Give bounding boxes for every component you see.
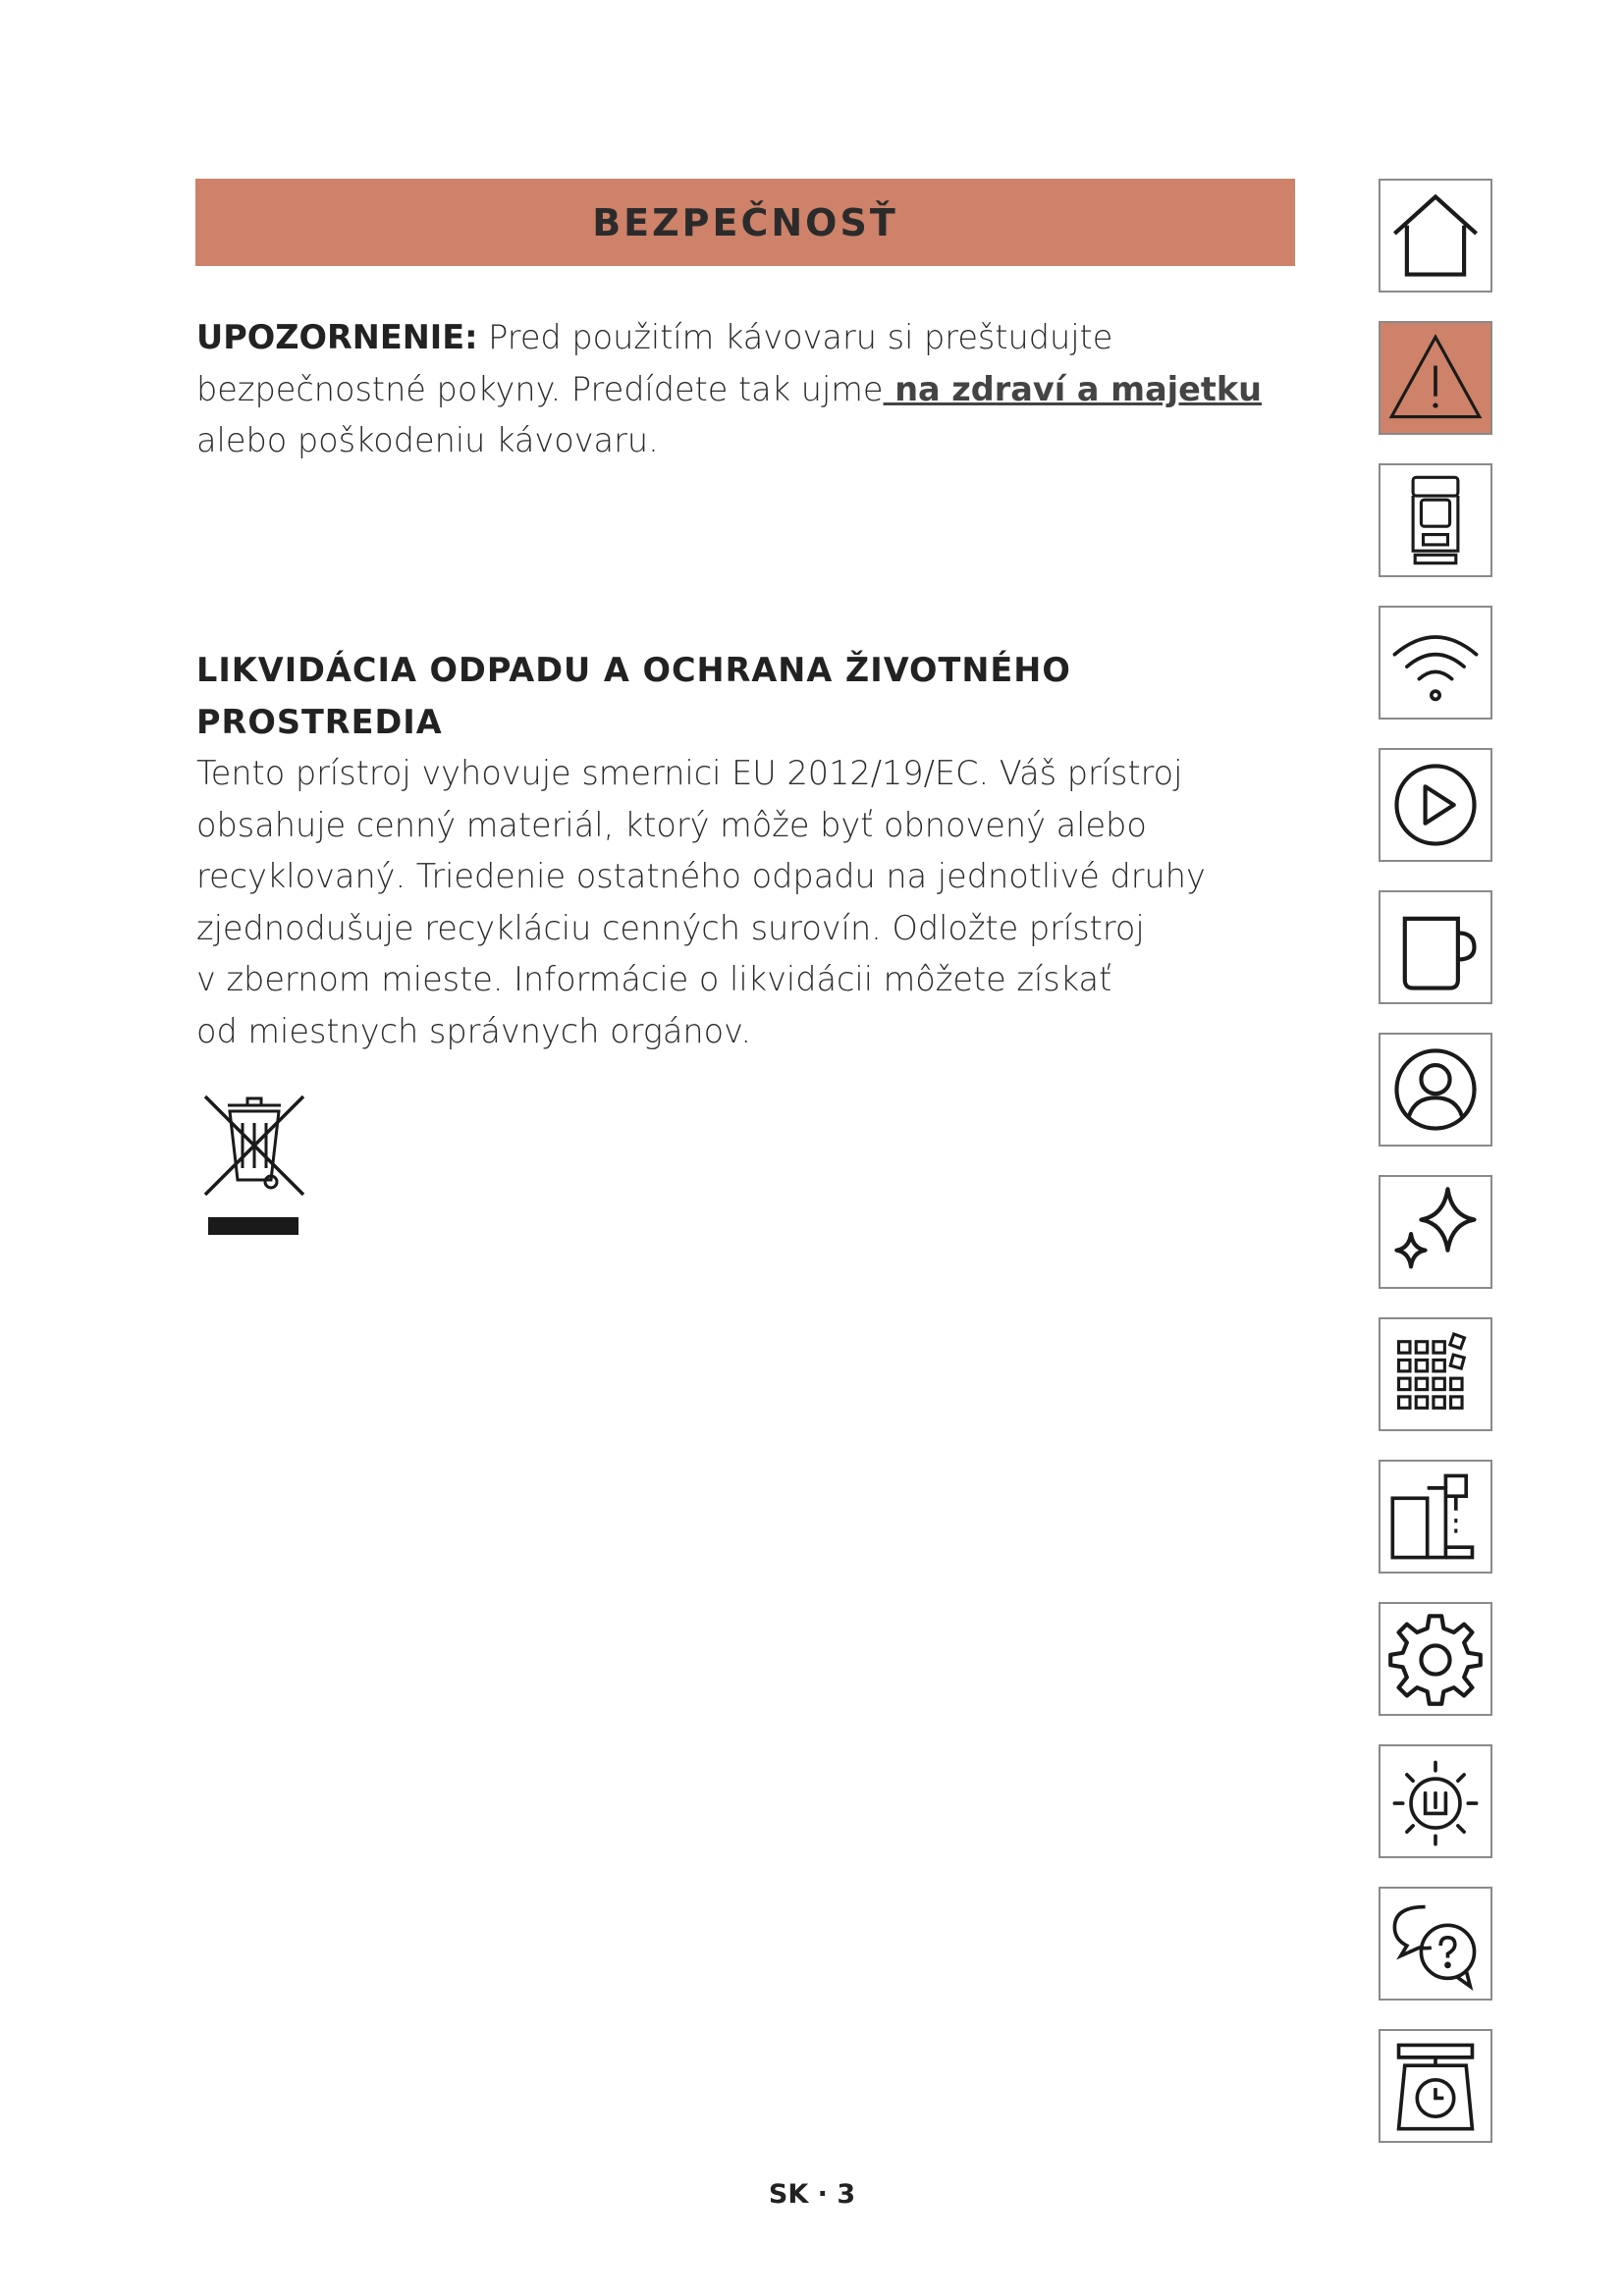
play-icon — [1384, 754, 1487, 856]
disposal-line: Tento prístroj vyhovuje smernici EU 2012/19/EC. Váš prístroj — [196, 754, 1183, 792]
warning-label: UPOZORNENIE: — [196, 318, 478, 356]
disposal-line: zjednodušuje recykláciu cenných surovín. Odložte prístroj — [196, 908, 1145, 947]
disposal-line: od miestnych správnych orgánov. — [196, 1011, 752, 1050]
section-header — [195, 179, 1295, 266]
scale-icon — [1384, 2035, 1487, 2137]
tab-faq[interactable] — [1379, 1887, 1492, 2001]
tab-capsules[interactable] — [1379, 1317, 1492, 1431]
capsules-grid-icon — [1384, 1323, 1487, 1425]
tab-cup[interactable] — [1379, 890, 1492, 1004]
tab-descaling[interactable] — [1379, 1460, 1492, 1574]
disposal-line: v zbernom mieste. Informácie o likvidácii môžete získať — [196, 960, 1112, 998]
tab-machine[interactable] — [1379, 463, 1492, 577]
warning-line-2: bezpečnostné pokyny. Predídete tak ujme — [196, 369, 884, 408]
warning-link[interactable]: na zdraví a majetku — [883, 369, 1263, 408]
disposal-section — [196, 645, 1306, 1057]
tab-energy[interactable] — [1379, 1744, 1492, 1858]
tab-user[interactable] — [1379, 1033, 1492, 1147]
tab-safety[interactable] — [1379, 321, 1492, 435]
warning-line-3: alebo poškodeniu kávovaru. — [196, 421, 659, 459]
cup-icon — [1384, 896, 1487, 998]
tab-settings[interactable] — [1379, 1602, 1492, 1716]
user-icon — [1384, 1039, 1487, 1141]
home-icon — [1384, 185, 1487, 287]
page-number: SK · 3 — [768, 2179, 856, 2210]
warning-paragraph — [196, 312, 1306, 467]
tab-wifi[interactable] — [1379, 606, 1492, 720]
faq-chat-icon — [1384, 1893, 1487, 1995]
tab-brew[interactable] — [1379, 748, 1492, 862]
gear-icon — [1384, 1608, 1487, 1710]
warning-line-1: Pred použitím kávovaru si preštudujte — [477, 318, 1113, 356]
warning-triangle-icon — [1384, 327, 1487, 429]
descaling-icon — [1384, 1466, 1487, 1568]
wifi-icon — [1384, 612, 1487, 714]
energy-saving-icon — [1384, 1750, 1487, 1852]
disposal-line: obsahuje cenný materiál, ktorý môže byť obnovený alebo — [196, 805, 1147, 844]
page-title: BEZPEČNOSŤ — [592, 200, 898, 244]
disposal-title-line-1: LIKVIDÁCIA ODPADU A OCHRANA ŽIVOTNÉHO — [196, 651, 1071, 689]
coffee-machine-icon — [1384, 469, 1487, 571]
disposal-title-line-2: PROSTREDIA — [196, 702, 443, 741]
tab-cleaning[interactable] — [1379, 1175, 1492, 1289]
crossed-out-wheelie-bin-icon — [200, 1092, 308, 1239]
tab-home[interactable] — [1379, 179, 1492, 293]
tab-specs[interactable] — [1379, 2029, 1492, 2143]
sparkle-icon — [1384, 1181, 1487, 1283]
disposal-line: recyklovaný. Triedenie ostatného odpadu na jednotlivé druhy — [196, 857, 1206, 895]
